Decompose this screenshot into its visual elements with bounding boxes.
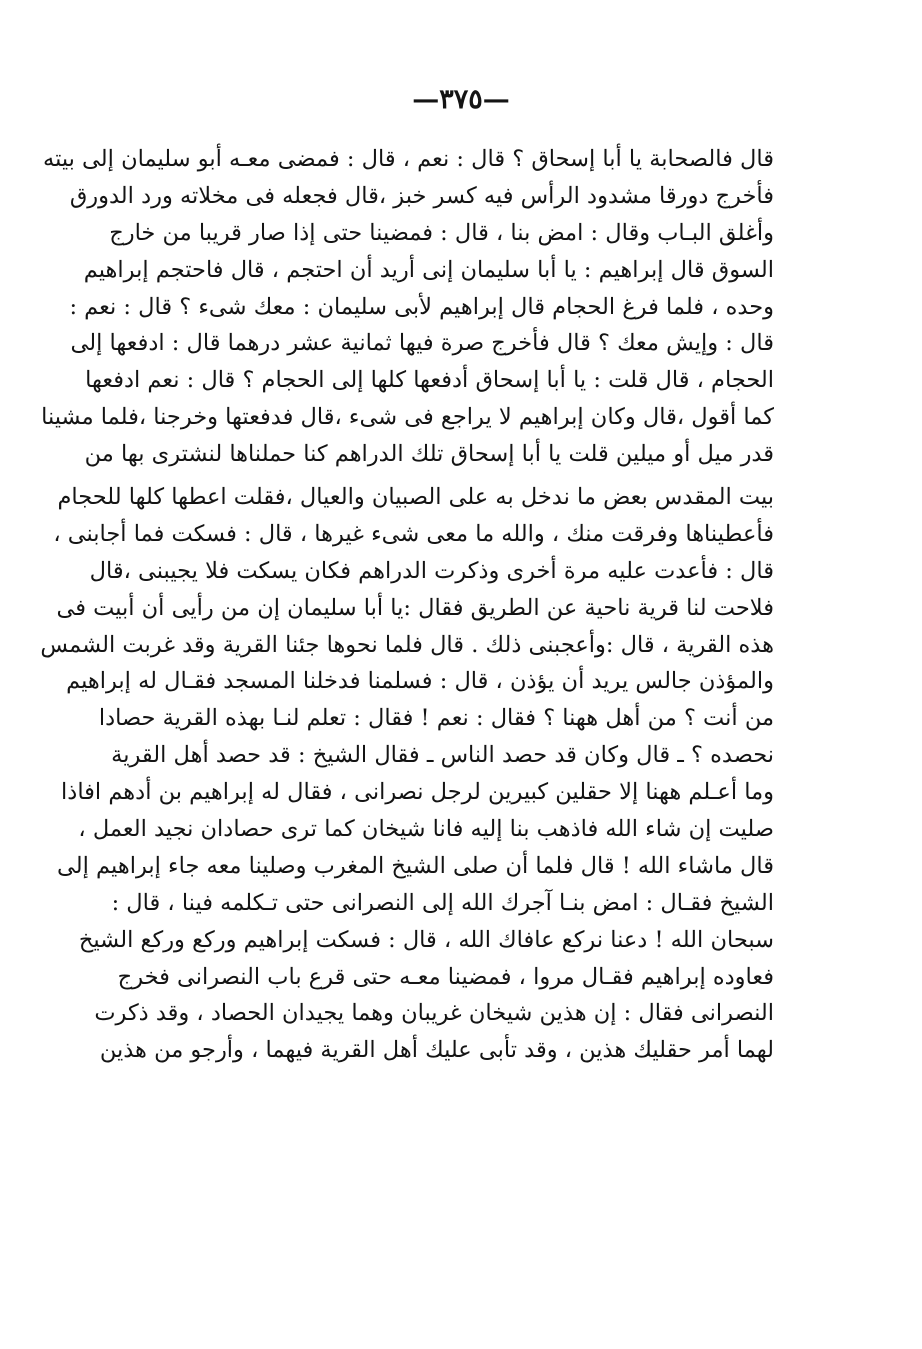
- text-line: والمؤذن جالس يريد أن يؤذن ، قال : فسلمنا فدخلنا المسجد فقـال له إبراهيم: [66, 668, 774, 695]
- text-line: الشيخ فقـال : امض بنـا آجرك الله إلى النصرانى حتى تـكلمه فينا ، قال :: [111, 889, 774, 916]
- text-line: قال ماشاء الله ! قال فلما أن صلى الشيخ المغرب وصلينا معه جاء إبراهيم إلى: [57, 852, 774, 879]
- text-line: قدر ميل أو ميلين قلت يا أبا إسحاق تلك الدراهم كنا حملناها لنشترى بها من: [84, 441, 774, 468]
- text-line: النصرانى فقال : إن هذين شيخان غريبان وهما يجيدان الحصاد ، وقد ذكرت: [94, 1000, 774, 1027]
- text-line: فلاحت لنا قرية ناحية عن الطريق فقال :يا أبا سليمان إن من رأيى أن أبيت فى: [56, 594, 774, 621]
- text-line: سبحان الله ! دعنا نركع عافاك الله ، قال : فسكت إبراهيم وركع وركع الشيخ: [78, 926, 774, 953]
- text-line: فعاوده إبراهيم فقـال مروا ، فمضينا معـه حتى قرع باب النصرانى فخرج: [117, 963, 774, 990]
- page-number: —٣٧٥—: [412, 84, 510, 115]
- text-line: بيت المقدس بعض ما ندخل به على الصبيان والعيال ،فقلت اعطها كلها للحجام: [57, 484, 774, 511]
- text-line: قال : فأعدت عليه مرة أخرى وذكرت الدراهم فكان يسكت فلا يجيبنى ،قال: [89, 557, 774, 584]
- text-line: من أنت ؟ من أهل ههنا ؟ فقال : نعم ! فقال : تعلم لنـا بهذه القرية حصادا: [98, 705, 774, 732]
- text-line: فأخرج دورقا مشدود الرأس فيه كسر خبز ،قال فجعله فى مخلاته ورد الدورق: [69, 182, 774, 209]
- text-line: الحجام ، قال قلت : يا أبا إسحاق أدفعها كلها إلى الحجام ؟ قال : نعم ادفعها: [85, 367, 774, 394]
- body-text: [40, 141, 774, 1069]
- text-line: نحصده ؟ ـ قال وكان قد حصد الناس ـ فقال الشيخ : قد حصد أهل القرية: [111, 742, 774, 769]
- text-line: السوق قال إبراهيم : يا أبا سليمان إنى أريد أن احتجم ، قال فاحتجم إبراهيم: [83, 256, 774, 283]
- text-line: لهما أمر حقليك هذين ، وقد تأبى عليك أهل القرية فيهما ، وأرجو من هذين: [99, 1037, 774, 1064]
- text-line: قال فالصحابة يا أبا إسحاق ؟ قال : نعم ، قال : فمضى معـه أبو سليمان إلى بيته: [43, 146, 774, 172]
- text-line: قال : وإيش معك ؟ قال فأخرج صرة فيها ثمانية عشر درهما قال : ادفعها إلى: [70, 330, 774, 357]
- text-line: فأعطيناها وفرقت منك ، والله ما معى شىء غيرها ، قال : فسكت فما أجابنى ،: [53, 520, 774, 547]
- text-line: وما أعـلم ههنا إلا حقلين كبيرين لرجل نصرانى ، فقال له إبراهيم بن أدهم افاذا: [61, 779, 774, 806]
- text-line: كما أقول ،قال وكان إبراهيم لا يراجع فى شىء ،قال فدفعتها وخرجنا ،فلما مشينا: [41, 404, 774, 431]
- text-line: هذه القرية ، قال :وأعجبنى ذلك . قال فلما نحوها جئنا القرية وقد غربت الشمس: [40, 631, 774, 658]
- text-line: صليت إن شاء الله فاذهب بنا إليه فانا شيخان كما ترى حصادان نجيد العمل ،: [78, 816, 774, 843]
- text-line: وحده ، فلما فرغ الحجام قال إبراهيم لأبى سليمان : معك شىء ؟ قال : نعم :: [69, 293, 774, 320]
- text-line: وأغلق البـاب وقال : امض بنا ، قال : فمضينا حتى إذا صار قريبا من خارج: [109, 219, 774, 246]
